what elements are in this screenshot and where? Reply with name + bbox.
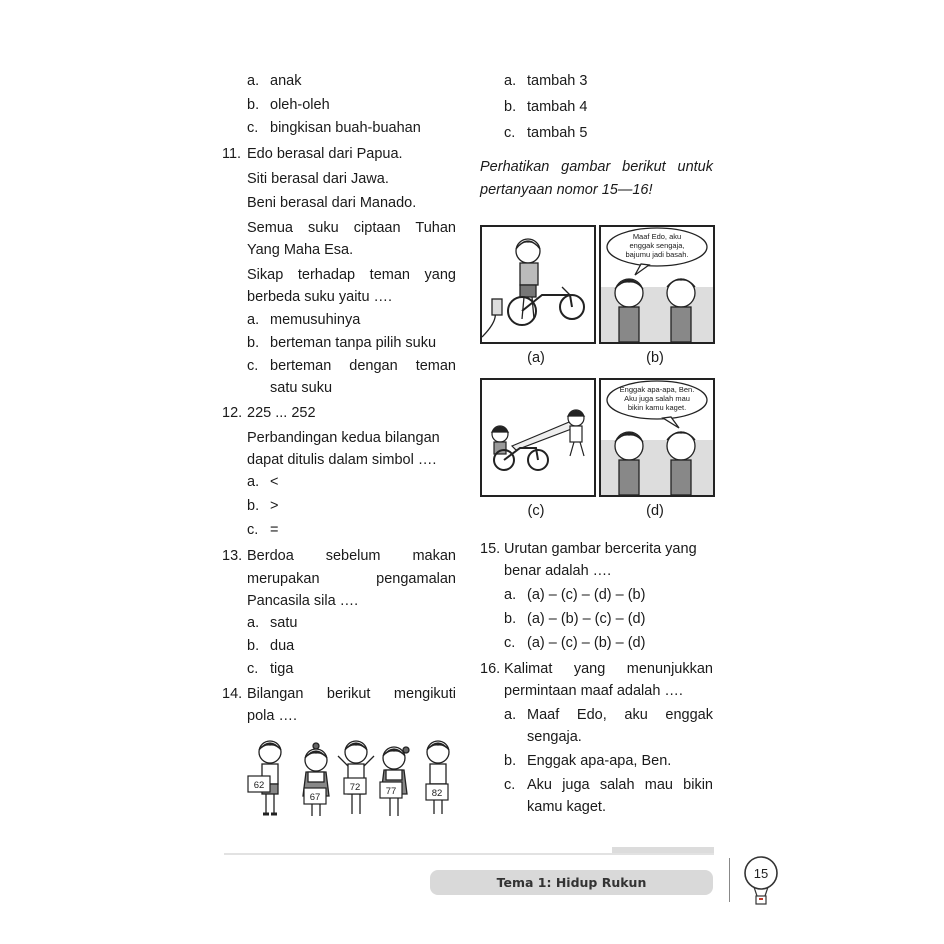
option-letter: b. — [504, 753, 517, 769]
option-text: (a) – (b) – (c) – (d) — [527, 611, 646, 627]
comic-panel-b — [599, 225, 715, 344]
question-line: Edo berasal dari Papua. — [247, 146, 403, 162]
option-text: (a) – (c) – (b) – (d) — [527, 635, 646, 651]
question-line: 225 ... 252 — [247, 405, 316, 421]
question-line: berbeda suku yaitu …. — [247, 289, 393, 305]
instruction-line: pertanyaan nomor 15—16! — [480, 182, 653, 198]
question-line: Pancasila sila …. — [247, 593, 359, 609]
option-letter: a. — [504, 73, 517, 89]
comic-panel-c — [480, 378, 596, 497]
option-text: berteman dengan teman — [270, 358, 456, 374]
question-line: Bilangan berikut mengikuti — [247, 686, 456, 702]
option-letter: b. — [247, 638, 260, 654]
option-text: dua — [270, 638, 295, 654]
option-letter: a. — [504, 707, 517, 723]
option-letter: b. — [247, 97, 260, 113]
question-line: benar adalah …. — [504, 563, 612, 579]
question-line: Siti berasal dari Jawa. — [247, 171, 389, 187]
option-text-cont: sengaja. — [527, 729, 582, 745]
option-letter: a. — [247, 474, 260, 490]
question-number: 14. — [222, 686, 243, 702]
speech-bubble-line: bikin kamu kaget. — [627, 403, 687, 412]
question-line: Urutan gambar bercerita yang — [504, 541, 697, 557]
option-letter: b. — [504, 611, 517, 627]
option-text: < — [270, 474, 279, 490]
panel-caption-a: (a) — [527, 350, 545, 366]
option-letter: a. — [247, 615, 260, 631]
question-line: Kalimat yang menunjukkan — [504, 661, 713, 677]
option-text: (a) – (c) – (d) – (b) — [527, 587, 646, 603]
question-line: Semua suku ciptaan Tuhan — [247, 220, 456, 236]
option-text: tambah 4 — [527, 99, 588, 115]
page-number: 15 — [753, 866, 769, 881]
speech-bubble-line: Maaf Edo, aku — [632, 232, 682, 241]
panel-caption-d: (d) — [646, 503, 664, 519]
option-text: berteman tanpa pilih suku — [270, 335, 437, 351]
option-letter: c. — [247, 358, 259, 374]
number-card: 72 — [349, 782, 361, 793]
footer-tab — [612, 847, 714, 853]
option-letter: c. — [504, 635, 516, 651]
question-line: Yang Maha Esa. — [247, 242, 354, 258]
question-line: Sikap terhadap teman yang — [247, 267, 456, 283]
option-letter: c. — [247, 522, 259, 538]
speech-bubble-line: Aku juga salah mau — [624, 394, 690, 403]
option-text: Aku juga salah mau bikin — [527, 777, 713, 793]
question-number: 16. — [480, 661, 501, 677]
option-letter: b. — [247, 498, 260, 514]
instruction-line: Perhatikan gambar berikut untuk — [480, 159, 713, 175]
option-text-cont: satu suku — [270, 380, 333, 396]
comic-panel-d — [599, 378, 715, 497]
question-number: 12. — [222, 405, 243, 421]
question-line: dapat ditulis dalam simbol …. — [247, 452, 437, 468]
speech-bubble-line: Enggak apa-apa, Ben. — [619, 385, 695, 394]
footer-theme-label: Tema 1: Hidup Rukun — [430, 870, 713, 895]
question-line: pola …. — [247, 708, 297, 724]
option-letter: c. — [504, 777, 516, 793]
option-text: tambah 3 — [527, 73, 588, 89]
option-letter: c. — [504, 125, 516, 141]
comic-panel-a — [480, 225, 596, 344]
footer-divider — [224, 853, 714, 855]
question-number: 13. — [222, 548, 243, 564]
option-letter: c. — [247, 661, 259, 677]
number-card: 82 — [431, 788, 443, 799]
question-number: 15. — [480, 541, 501, 557]
option-text: tiga — [270, 661, 294, 677]
question-line: permintaan maaf adalah …. — [504, 683, 683, 699]
option-letter: b. — [247, 335, 260, 351]
option-letter: a. — [247, 73, 260, 89]
question-number: 11. — [222, 146, 242, 162]
option-text-cont: kamu kaget. — [527, 799, 606, 815]
question-line: Beni berasal dari Manado. — [247, 195, 417, 211]
option-text: bingkisan buah-buahan — [270, 120, 421, 136]
number-card: 77 — [385, 786, 397, 797]
question-line: merupakan pengamalan — [247, 571, 456, 587]
option-text: satu — [270, 615, 298, 631]
option-text: memusuhinya — [270, 312, 361, 328]
option-text: tambah 5 — [527, 125, 588, 141]
question-line: Perbandingan kedua bilangan — [247, 430, 440, 446]
option-text: Maaf Edo, aku enggak — [527, 707, 713, 723]
panel-caption-b: (b) — [646, 350, 664, 366]
option-text: = — [270, 522, 279, 538]
speech-bubble-line: enggak sengaja, — [629, 241, 685, 250]
option-text: oleh-oleh — [270, 97, 330, 113]
children-number-cards-illustration — [240, 736, 460, 820]
option-letter: a. — [247, 312, 260, 328]
option-text: anak — [270, 73, 302, 89]
option-text: Enggak apa-apa, Ben. — [527, 753, 672, 769]
number-card: 67 — [309, 792, 321, 803]
option-letter: a. — [504, 587, 517, 603]
footer-vertical-divider — [729, 858, 730, 902]
option-text: > — [270, 498, 279, 514]
speech-bubble-line: bajumu jadi basah. — [625, 250, 689, 259]
option-letter: b. — [504, 99, 517, 115]
question-line: Berdoa sebelum makan — [247, 548, 456, 564]
page-number-balloon-icon — [742, 855, 780, 909]
number-card: 62 — [253, 780, 265, 791]
option-letter: c. — [247, 120, 259, 136]
panel-caption-c: (c) — [527, 503, 545, 519]
